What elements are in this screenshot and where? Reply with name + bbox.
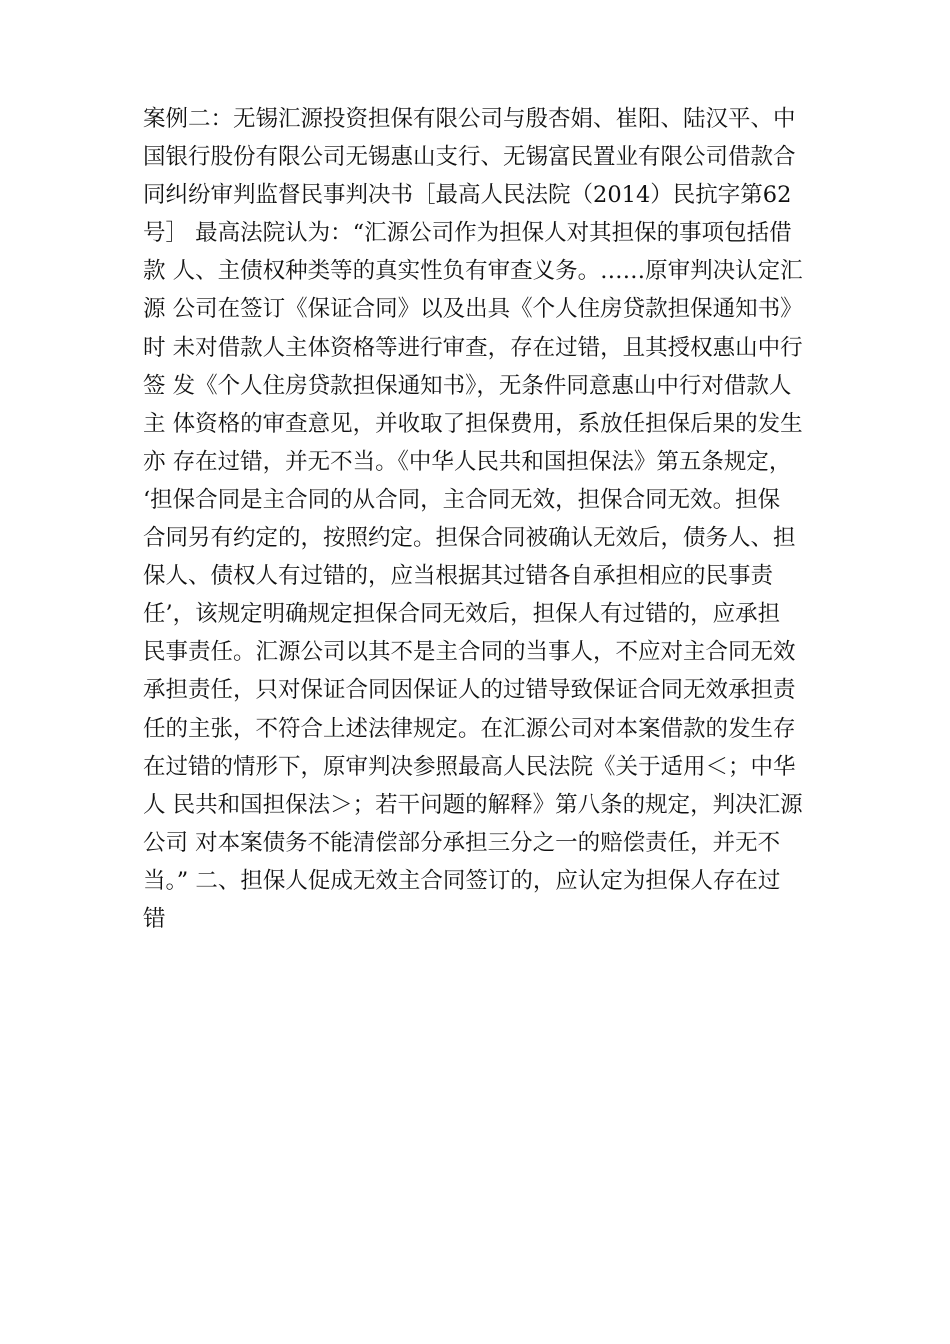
text-line: 在过错的情形下，原审判决参照最高人民法院《关于适用＜；中华 <box>143 753 796 780</box>
text-line: 任’，该规定明确规定担保合同无效后，担保人有过错的，应承担 <box>143 601 781 628</box>
text-line: 号］ 最高法院认为：“汇源公司作为担保人对其担保的事项包括借 <box>143 220 792 247</box>
text-line: 当。” 二、担保人促成无效主合同签订的，应认定为担保人存在过 <box>143 867 781 894</box>
text-line: 时 未对借款人主体资格等进行审查，存在过错，且其授权惠山中行 <box>143 334 803 361</box>
text-line: 源 公司在签订《保证合同》以及出具《个人住房贷款担保通知书》 <box>143 296 803 323</box>
text-line: 合同另有约定的，按照约定。担保合同被确认无效后，债务人、担 <box>143 525 796 552</box>
text-line: 国银行股份有限公司无锡惠山支行、无锡富民置业有限公司借款合 <box>143 144 796 171</box>
text-line: 同纠纷审判监督民事判决书［最高人民法院（2014）民抗字第62 <box>143 182 792 209</box>
text-line: ‘担保合同是主合同的从合同，主合同无效，担保合同无效。担保 <box>143 486 781 513</box>
text-line: 款 人、主债权种类等的真实性负有审查义务。……原审判决认定汇 <box>143 258 803 285</box>
text-line: 人 民共和国担保法＞；若干问题的解释》第八条的规定，判决汇源 <box>143 791 803 818</box>
text-line: 保人、债权人有过错的，应当根据其过错各自承担相应的民事责 <box>143 563 774 590</box>
text-line: 签 发《个人住房贷款担保通知书》，无条件同意惠山中行对借款人 <box>143 372 792 399</box>
text-line: 任的主张，不符合上述法律规定。在汇源公司对本案借款的发生存 <box>143 715 796 742</box>
body-text <box>143 100 833 938</box>
text-line: 亦 存在过错，并无不当。《中华人民共和国担保法》第五条规定， <box>143 448 792 475</box>
text-line: 案例二：无锡汇源投资担保有限公司与殷杏娟、崔阳、陆汉平、中 <box>143 106 796 132</box>
text-line: 公司 对本案债务不能清偿部分承担三分之一的赔偿责任，并无不 <box>143 829 781 856</box>
text-line: 民事责任。汇源公司以其不是主合同的当事人，不应对主合同无效 <box>143 639 796 666</box>
text-line: 承担责任，只对保证合同因保证人的过错导致保证合同无效承担责 <box>143 677 796 704</box>
text-line: 主 体资格的审查意见，并收取了担保费用，系放任担保后果的发生 <box>143 410 803 437</box>
text-line: 错 <box>143 905 166 932</box>
